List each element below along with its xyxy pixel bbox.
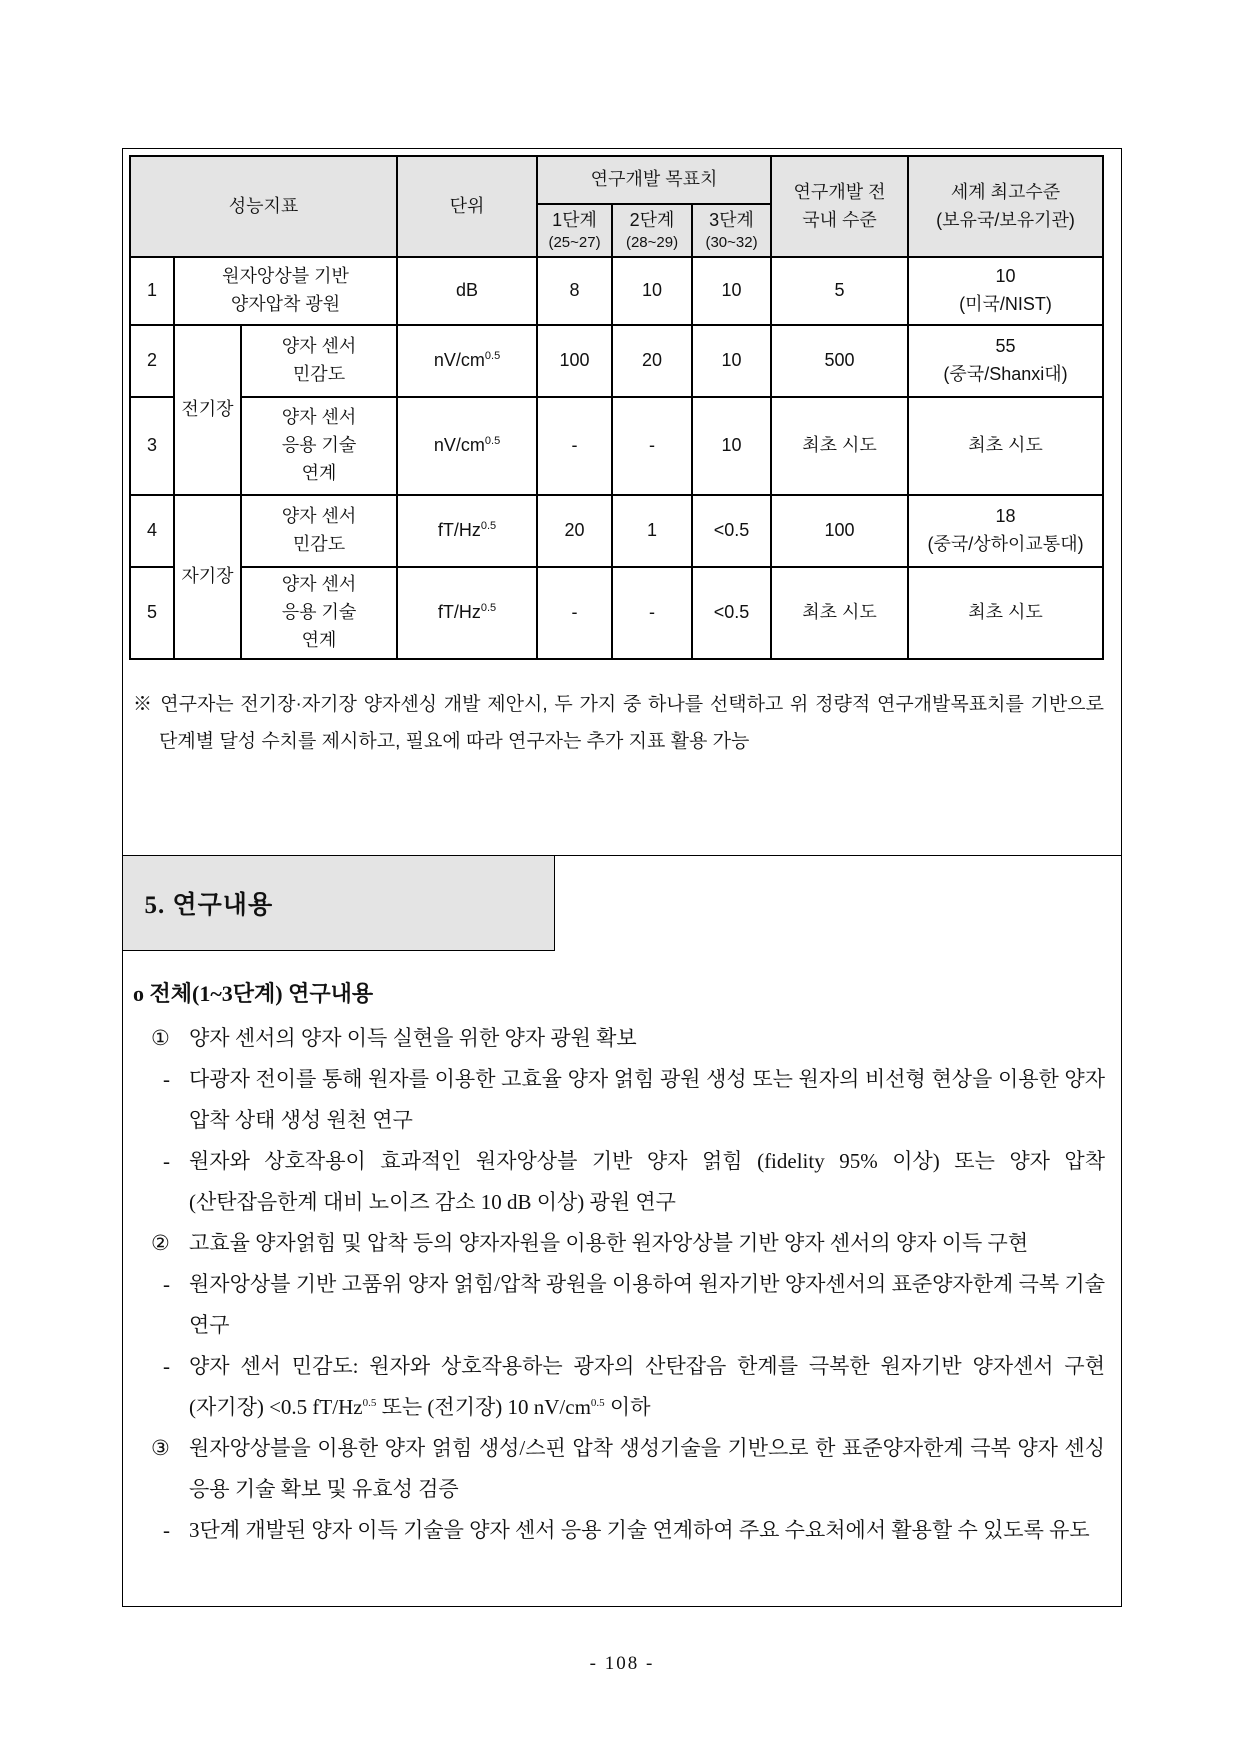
indicator-name-line2: 응용 기술 bbox=[281, 602, 357, 623]
indicator-name bbox=[241, 325, 397, 397]
stage3-value: 10 bbox=[692, 325, 771, 397]
item-text: 고효율 양자얽힘 및 압착 등의 양자자원을 이용한 원자앙상블 기반 양자 센서의 양자 이득 구현 bbox=[189, 1230, 1029, 1255]
item-marker: ② bbox=[151, 1230, 170, 1255]
table-header-row-1 bbox=[130, 156, 1103, 204]
table-row bbox=[130, 325, 1103, 397]
indicator-name-line2: 민감도 bbox=[292, 534, 346, 555]
col-header-stage3 bbox=[692, 204, 771, 257]
stage3-label: 3단계 bbox=[709, 210, 754, 230]
item-marker: - bbox=[163, 1148, 170, 1173]
item-superscript: 0.5 bbox=[590, 1396, 605, 1409]
body-item-2 bbox=[133, 1223, 1105, 1264]
world-best-value: 55 bbox=[995, 336, 1016, 357]
stage3-value: <0.5 bbox=[692, 495, 771, 567]
unit-superscript: 0.5 bbox=[480, 520, 497, 533]
unit-cell bbox=[397, 567, 537, 659]
domestic-value: 최초 시도 bbox=[771, 397, 908, 495]
world-best-value: 18 bbox=[995, 506, 1016, 527]
item-text-part: 이하 bbox=[604, 1394, 651, 1419]
world-header-line1: 세계 최고수준 bbox=[950, 181, 1061, 202]
kpi-table bbox=[129, 155, 1104, 660]
indicator-name-line2: 양자압착 광원 bbox=[230, 294, 341, 315]
table-row bbox=[130, 567, 1103, 659]
footnote-marker: ※ bbox=[133, 694, 154, 716]
item-marker: ① bbox=[151, 1025, 170, 1050]
item-text: 다광자 전이를 통해 원자를 이용한 고효율 양자 얽힘 광원 생성 또는 원자의 비선형 현상을 이용한 양자 압착 상태 생성 원천 연구 bbox=[189, 1066, 1105, 1132]
world-best-cell bbox=[908, 495, 1103, 567]
footnote-text: 연구자는 전기장·자기장 양자센싱 개발 제안시, 두 가지 중 하나를 선택하고 위 정량적 연구개발목표치를 기반으로 단계별 달성 수치를 제시하고, 필요에 따라 연구자는 추가 지표 활용 가능 bbox=[159, 694, 1104, 753]
field-group-magnetic: 자기장 bbox=[174, 495, 241, 659]
item-text: 양자 센서의 양자 이득 실현을 위한 양자 광원 확보 bbox=[189, 1025, 637, 1050]
item-marker: - bbox=[163, 1517, 170, 1542]
unit-cell bbox=[397, 257, 537, 325]
table-footnote bbox=[129, 686, 1104, 760]
item-text-part: 또는 (전기장) 10 nV/cm bbox=[376, 1394, 591, 1419]
row-number: 1 bbox=[130, 257, 174, 325]
col-header-stage1 bbox=[537, 204, 612, 257]
stage2-label: 2단계 bbox=[629, 210, 675, 230]
stage1-range: (25~27) bbox=[548, 233, 601, 251]
body-item-2b bbox=[133, 1346, 1105, 1428]
domestic-value: 최초 시도 bbox=[771, 567, 908, 659]
page-number: - 108 - bbox=[589, 1653, 655, 1674]
indicator-name bbox=[241, 397, 397, 495]
indicator-name-line1: 원자앙상블 기반 bbox=[222, 266, 349, 287]
stage1-value: - bbox=[537, 397, 612, 495]
unit-base: nV/cm bbox=[433, 350, 485, 371]
unit-base: fT/Hz bbox=[437, 520, 481, 541]
row-number: 2 bbox=[130, 325, 174, 397]
stage3-range: (30~32) bbox=[705, 233, 758, 251]
item-text: 원자앙상블을 이용한 양자 얽힘 생성/스핀 압착 생성기술을 기반으로 한 표준양자한계 극복 양자 센싱 응용 기술 확보 및 유효성 검증 bbox=[189, 1435, 1105, 1501]
stage2-value: - bbox=[612, 567, 692, 659]
item-text: 원자와 상호작용이 효과적인 원자앙상블 기반 양자 얽힘 (fidelity 95% 이상) 또는 양자 압착 (산탄잡음한계 대비 노이즈 감소 10 dB 이상) 광원 연구 bbox=[189, 1148, 1105, 1214]
indicator-name-line2: 응용 기술 bbox=[281, 435, 357, 456]
body-item-1b bbox=[133, 1141, 1105, 1223]
item-marker: - bbox=[163, 1353, 170, 1378]
stage1-value: 20 bbox=[537, 495, 612, 567]
col-header-performance: 성능지표 bbox=[130, 156, 397, 257]
col-header-unit: 단위 bbox=[397, 156, 537, 257]
item-superscript: 0.5 bbox=[362, 1396, 377, 1409]
item-text: 3단계 개발된 양자 이득 기술을 양자 센서 응용 기술 연계하여 주요 수요처에서 활용할 수 있도록 유도 bbox=[189, 1517, 1090, 1542]
col-header-target: 연구개발 목표치 bbox=[537, 156, 771, 204]
item-marker: - bbox=[163, 1066, 170, 1091]
indicator-name-line3: 연계 bbox=[301, 463, 337, 484]
domestic-header-line2: 국내 수준 bbox=[802, 209, 877, 230]
col-header-world bbox=[908, 156, 1103, 257]
unit-superscript: 0.5 bbox=[480, 602, 497, 615]
world-best-cell: 최초 시도 bbox=[908, 397, 1103, 495]
stage3-value: 10 bbox=[692, 257, 771, 325]
col-header-domestic bbox=[771, 156, 908, 257]
indicator-name-line1: 양자 센서 bbox=[281, 407, 357, 428]
table-row bbox=[130, 257, 1103, 325]
row-number: 5 bbox=[130, 567, 174, 659]
indicator-name-line1: 양자 센서 bbox=[281, 574, 357, 595]
research-content-body bbox=[123, 951, 1121, 1551]
stage1-value: - bbox=[537, 567, 612, 659]
body-item-1a bbox=[133, 1059, 1105, 1141]
world-best-value: 10 bbox=[995, 266, 1016, 287]
item-marker: - bbox=[163, 1271, 170, 1296]
section-header bbox=[122, 855, 555, 951]
row-number: 4 bbox=[130, 495, 174, 567]
unit-superscript: 0.5 bbox=[484, 435, 501, 448]
world-best-holder: (미국/NIST) bbox=[959, 294, 1052, 315]
stage2-value: - bbox=[612, 397, 692, 495]
domestic-value: 5 bbox=[771, 257, 908, 325]
indicator-name-line3: 연계 bbox=[301, 630, 337, 651]
item-text: 원자앙상블 기반 고품위 양자 얽힘/압착 광원을 이용하여 원자기반 양자센서의 표준양자한계 극복 기술 연구 bbox=[189, 1271, 1105, 1337]
stage3-value: 10 bbox=[692, 397, 771, 495]
research-content-box bbox=[122, 855, 1122, 1607]
stage2-value: 10 bbox=[612, 257, 692, 325]
domestic-value: 500 bbox=[771, 325, 908, 397]
body-item-2a bbox=[133, 1264, 1105, 1346]
field-group-electric: 전기장 bbox=[174, 325, 241, 495]
world-best-holder: (중국/Shanxi대) bbox=[943, 364, 1068, 385]
item-marker: ③ bbox=[151, 1435, 170, 1460]
world-header-line2: (보유국/보유기관) bbox=[936, 209, 1075, 230]
kpi-section-box bbox=[122, 148, 1122, 855]
domestic-value: 100 bbox=[771, 495, 908, 567]
col-header-stage2 bbox=[612, 204, 692, 257]
indicator-name-line1: 양자 센서 bbox=[281, 336, 357, 357]
stage2-value: 1 bbox=[612, 495, 692, 567]
stage1-value: 100 bbox=[537, 325, 612, 397]
unit-base: fT/Hz bbox=[437, 602, 481, 623]
unit-superscript: 0.5 bbox=[484, 350, 501, 363]
section-title: 5. 연구내용 bbox=[144, 891, 274, 919]
indicator-name bbox=[241, 567, 397, 659]
stage2-value: 20 bbox=[612, 325, 692, 397]
world-best-cell bbox=[908, 325, 1103, 397]
body-item-3a bbox=[133, 1510, 1105, 1551]
body-item-1 bbox=[133, 1018, 1105, 1059]
unit-cell bbox=[397, 397, 537, 495]
row-number: 3 bbox=[130, 397, 174, 495]
item-text-part: 양자 센서 민감도: 원자와 상호작용하는 광자의 산탄잡음 한계를 극복한 원자기반 양자센서 구현 (자기장) <0.5 fT/Hz bbox=[189, 1353, 1105, 1419]
unit-cell bbox=[397, 325, 537, 397]
stage2-range: (28~29) bbox=[625, 233, 679, 251]
indicator-name-line1: 양자 센서 bbox=[281, 506, 357, 527]
stage3-value: <0.5 bbox=[692, 567, 771, 659]
table-row bbox=[130, 397, 1103, 495]
world-best-cell bbox=[908, 257, 1103, 325]
world-best-holder: (중국/상하이교통대) bbox=[927, 534, 1084, 555]
unit-base: dB bbox=[456, 280, 479, 301]
unit-base: nV/cm bbox=[433, 435, 485, 456]
unit-cell bbox=[397, 495, 537, 567]
indicator-name bbox=[174, 257, 397, 325]
table-row bbox=[130, 495, 1103, 567]
body-heading: o 전체(1~3단계) 연구내용 bbox=[133, 980, 374, 1006]
stage1-value: 8 bbox=[537, 257, 612, 325]
body-item-3 bbox=[133, 1428, 1105, 1510]
stage1-label: 1단계 bbox=[552, 210, 597, 230]
world-best-cell: 최초 시도 bbox=[908, 567, 1103, 659]
indicator-name bbox=[241, 495, 397, 567]
indicator-name-line2: 민감도 bbox=[292, 364, 346, 385]
domestic-header-line1: 연구개발 전 bbox=[793, 181, 886, 202]
